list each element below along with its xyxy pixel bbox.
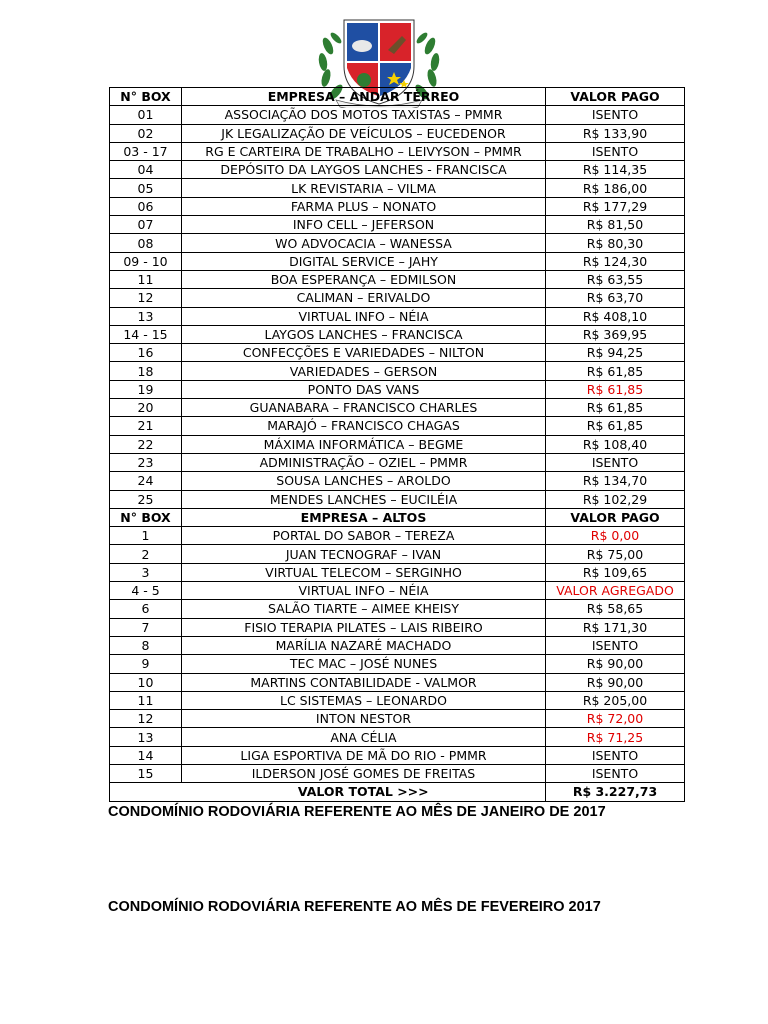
- table-row: [110, 234, 685, 252]
- valor-cell: R$ 177,29: [546, 197, 685, 215]
- empresa-cell: VIRTUAL TELECOM – SERGINHO: [182, 563, 546, 581]
- header-box: N° BOX: [110, 88, 182, 106]
- table-row: [110, 435, 685, 453]
- empresa-cell: MARTINS CONTABILIDADE - VALMOR: [182, 673, 546, 691]
- table-row: [110, 453, 685, 471]
- box-cell: 03 - 17: [110, 142, 182, 160]
- table-row: [110, 124, 685, 142]
- table-row: [110, 545, 685, 563]
- empresa-cell: TEC MAC – JOSÉ NUNES: [182, 655, 546, 673]
- table-row: [110, 362, 685, 380]
- table-row: [110, 344, 685, 362]
- box-cell: 23: [110, 453, 182, 471]
- empresa-cell: MÁXIMA INFORMÁTICA – BEGME: [182, 435, 546, 453]
- valor-cell: R$ 72,00: [546, 710, 685, 728]
- table-row: [110, 764, 685, 782]
- header-valor: VALOR PAGO: [546, 88, 685, 106]
- empresa-cell: SALÃO TIARTE – AIMEE KHEISY: [182, 600, 546, 618]
- box-cell: 13: [110, 728, 182, 746]
- table-row: [110, 307, 685, 325]
- empresa-cell: INTON NESTOR: [182, 710, 546, 728]
- box-cell: 9: [110, 655, 182, 673]
- header-empresa-terreo: EMPRESA – ANDAR TÉRREO: [182, 88, 546, 106]
- empresa-cell: ASSOCIAÇÃO DOS MOTOS TAXISTAS – PMMR: [182, 106, 546, 124]
- box-cell: 10: [110, 673, 182, 691]
- valor-cell: R$ 133,90: [546, 124, 685, 142]
- box-cell: 21: [110, 417, 182, 435]
- empresa-cell: VIRTUAL INFO – NÉIA: [182, 582, 546, 600]
- valor-cell: R$ 90,00: [546, 673, 685, 691]
- valor-cell: R$ 124,30: [546, 252, 685, 270]
- valor-cell: ISENTO: [546, 746, 685, 764]
- valor-cell: R$ 171,30: [546, 618, 685, 636]
- valor-cell: R$ 61,85: [546, 417, 685, 435]
- table-row: [110, 582, 685, 600]
- table-row: [110, 490, 685, 508]
- empresa-cell: RG E CARTEIRA DE TRABALHO – LEIVYSON – PMMR: [182, 142, 546, 160]
- valor-cell: R$ 71,25: [546, 728, 685, 746]
- altos-section: [110, 508, 685, 782]
- table-row: [110, 563, 685, 581]
- table-row: [110, 636, 685, 654]
- valor-cell: R$ 94,25: [546, 344, 685, 362]
- table-row: [110, 325, 685, 343]
- valor-cell: R$ 369,95: [546, 325, 685, 343]
- empresa-cell: VARIEDADES – GERSON: [182, 362, 546, 380]
- box-cell: 11: [110, 691, 182, 709]
- empresa-cell: MENDES LANCHES – EUCILÉIA: [182, 490, 546, 508]
- box-cell: 14 - 15: [110, 325, 182, 343]
- box-cell: 01: [110, 106, 182, 124]
- empresa-cell: LAYGOS LANCHES – FRANCISCA: [182, 325, 546, 343]
- box-cell: 4 - 5: [110, 582, 182, 600]
- box-cell: 02: [110, 124, 182, 142]
- empresa-cell: MARAJÓ – FRANCISCO CHAGAS: [182, 417, 546, 435]
- empresa-cell: DEPÓSITO DA LAYGOS LANCHES - FRANCISCA: [182, 161, 546, 179]
- table-row: [110, 252, 685, 270]
- valor-cell: R$ 63,55: [546, 270, 685, 288]
- condominio-payment-table: [109, 87, 685, 802]
- valor-cell: R$ 61,85: [546, 380, 685, 398]
- table-row: [110, 142, 685, 160]
- empresa-cell: CONFECÇÕES E VARIEDADES – NILTON: [182, 344, 546, 362]
- valor-cell: R$ 108,40: [546, 435, 685, 453]
- valor-cell: R$ 61,85: [546, 362, 685, 380]
- box-cell: 2: [110, 545, 182, 563]
- empresa-cell: PONTO DAS VANS: [182, 380, 546, 398]
- empresa-cell: ILDERSON JOSÉ GOMES DE FREITAS: [182, 764, 546, 782]
- valor-cell: R$ 90,00: [546, 655, 685, 673]
- empresa-cell: MARÍLIA NAZARÉ MACHADO: [182, 636, 546, 654]
- box-cell: 12: [110, 710, 182, 728]
- box-cell: 22: [110, 435, 182, 453]
- empresa-cell: PORTAL DO SABOR – TEREZA: [182, 527, 546, 545]
- empresa-cell: VIRTUAL INFO – NÉIA: [182, 307, 546, 325]
- header-box: N° BOX: [110, 508, 182, 526]
- empresa-cell: JK LEGALIZAÇÃO DE VEÍCULOS – EUCEDENOR: [182, 124, 546, 142]
- box-cell: 06: [110, 197, 182, 215]
- valor-cell: R$ 63,70: [546, 289, 685, 307]
- box-cell: 15: [110, 764, 182, 782]
- valor-cell: R$ 102,29: [546, 490, 685, 508]
- empresa-cell: LC SISTEMAS – LEONARDO: [182, 691, 546, 709]
- total-blank-cell: [110, 783, 182, 801]
- total-section: [110, 783, 685, 801]
- empresa-cell: GUANABARA – FRANCISCO CHARLES: [182, 399, 546, 417]
- total-row: [110, 783, 685, 801]
- table-row: [110, 691, 685, 709]
- empresa-cell: FARMA PLUS – NONATO: [182, 197, 546, 215]
- valor-cell: R$ 75,00: [546, 545, 685, 563]
- box-cell: 7: [110, 618, 182, 636]
- valor-cell: R$ 80,30: [546, 234, 685, 252]
- valor-cell: R$ 81,50: [546, 216, 685, 234]
- total-label: VALOR TOTAL >>>: [182, 783, 546, 801]
- table-row: [110, 289, 685, 307]
- valor-cell: ISENTO: [546, 142, 685, 160]
- empresa-cell: LIGA ESPORTIVA DE MÃ DO RIO - PMMR: [182, 746, 546, 764]
- valor-cell: R$ 114,35: [546, 161, 685, 179]
- caption-janeiro: CONDOMÍNIO RODOVIÁRIA REFERENTE AO MÊS DE JANEIRO DE 2017: [108, 804, 606, 820]
- valor-cell: ISENTO: [546, 764, 685, 782]
- table-row: [110, 746, 685, 764]
- empresa-cell: INFO CELL – JEFERSON: [182, 216, 546, 234]
- empresa-cell: ANA CÉLIA: [182, 728, 546, 746]
- valor-cell: ISENTO: [546, 636, 685, 654]
- header-valor: VALOR PAGO: [546, 508, 685, 526]
- valor-cell: R$ 186,00: [546, 179, 685, 197]
- box-cell: 09 - 10: [110, 252, 182, 270]
- box-cell: 05: [110, 179, 182, 197]
- table-row: [110, 673, 685, 691]
- table-row: [110, 472, 685, 490]
- box-cell: 14: [110, 746, 182, 764]
- valor-cell: R$ 408,10: [546, 307, 685, 325]
- valor-cell: R$ 58,65: [546, 600, 685, 618]
- table-row: [110, 655, 685, 673]
- valor-cell: R$ 109,65: [546, 563, 685, 581]
- table-row: [110, 417, 685, 435]
- terreo-section: [110, 88, 685, 509]
- caption-fevereiro: CONDOMÍNIO RODOVIÁRIA REFERENTE AO MÊS DE FEVEREIRO 2017: [108, 899, 601, 915]
- box-cell: 18: [110, 362, 182, 380]
- box-cell: 07: [110, 216, 182, 234]
- empresa-cell: ADMINISTRAÇÃO – OZIEL – PMMR: [182, 453, 546, 471]
- empresa-cell: WO ADVOCACIA – WANESSA: [182, 234, 546, 252]
- table-row: [110, 710, 685, 728]
- empresa-cell: BOA ESPERANÇA – EDMILSON: [182, 270, 546, 288]
- table-row: [110, 527, 685, 545]
- box-cell: 04: [110, 161, 182, 179]
- box-cell: 19: [110, 380, 182, 398]
- valor-cell: R$ 134,70: [546, 472, 685, 490]
- valor-cell: ISENTO: [546, 453, 685, 471]
- box-cell: 12: [110, 289, 182, 307]
- box-cell: 8: [110, 636, 182, 654]
- table-row: [110, 618, 685, 636]
- empresa-cell: LK REVISTARIA – VILMA: [182, 179, 546, 197]
- table-row: [110, 270, 685, 288]
- header-row-altos: [110, 508, 685, 526]
- box-cell: 24: [110, 472, 182, 490]
- box-cell: 08: [110, 234, 182, 252]
- empresa-cell: FISIO TERAPIA PILATES – LAIS RIBEIRO: [182, 618, 546, 636]
- valor-cell: R$ 0,00: [546, 527, 685, 545]
- box-cell: 16: [110, 344, 182, 362]
- total-value: R$ 3.227,73: [546, 783, 685, 801]
- valor-cell: R$ 205,00: [546, 691, 685, 709]
- empresa-cell: SOUSA LANCHES – AROLDO: [182, 472, 546, 490]
- header-empresa-altos: EMPRESA – ALTOS: [182, 508, 546, 526]
- table-row: [110, 600, 685, 618]
- empresa-cell: CALIMAN – ERIVALDO: [182, 289, 546, 307]
- table-row: [110, 380, 685, 398]
- table-row: [110, 179, 685, 197]
- table-row: [110, 399, 685, 417]
- table-row: [110, 106, 685, 124]
- box-cell: 20: [110, 399, 182, 417]
- box-cell: 1: [110, 527, 182, 545]
- table-row: [110, 728, 685, 746]
- table-row: [110, 161, 685, 179]
- table-row: [110, 197, 685, 215]
- box-cell: 25: [110, 490, 182, 508]
- box-cell: 6: [110, 600, 182, 618]
- empresa-cell: DIGITAL SERVICE – JAHY: [182, 252, 546, 270]
- box-cell: 11: [110, 270, 182, 288]
- valor-cell: VALOR AGREGADO: [546, 582, 685, 600]
- empresa-cell: JUAN TECNOGRAF – IVAN: [182, 545, 546, 563]
- header-row-terreo: [110, 88, 685, 106]
- valor-cell: ISENTO: [546, 106, 685, 124]
- valor-cell: R$ 61,85: [546, 399, 685, 417]
- table-row: [110, 216, 685, 234]
- box-cell: 3: [110, 563, 182, 581]
- box-cell: 13: [110, 307, 182, 325]
